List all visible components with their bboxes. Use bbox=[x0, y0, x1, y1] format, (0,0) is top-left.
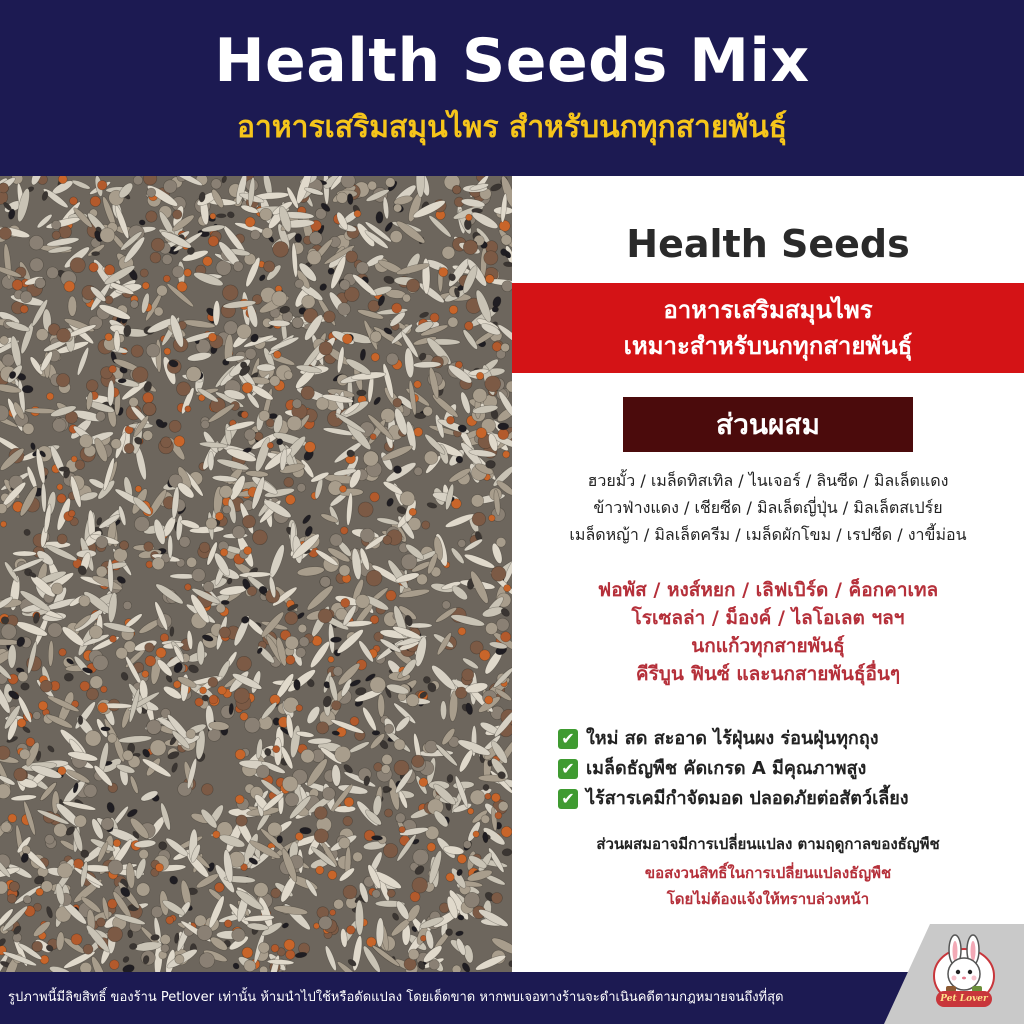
ingredients-list bbox=[512, 467, 1024, 548]
product-name: Health Seeds bbox=[626, 222, 910, 266]
ingredients-line: ข้าวฟ่างแดง / เชียซีด / มิลเล็ตญี่ปุ่น / มิลเล็ตสเปร์ย bbox=[593, 498, 943, 517]
rights-line: โดยไม่ต้องแจ้งให้ทราบล่วงหน้า bbox=[666, 890, 870, 908]
herbal-supplement-band bbox=[512, 283, 1024, 373]
feature-item bbox=[558, 784, 1024, 814]
rights-line: ขอสงวนสิทธิ์ในการเปลี่ยนแปลงธัญพืช bbox=[644, 864, 892, 882]
ingredients-line: ฮวยมั้ว / เมล็ดทิสเทิล / ไนเจอร์ / ลินซีด / มิลเล็ตแดง bbox=[587, 471, 949, 490]
feature-text: ใหม่ สด สะอาด ไร้ฝุ่นผง ร่อนฝุ่นทุกถุง bbox=[586, 728, 879, 749]
ingredients-heading: ส่วนผสม bbox=[623, 397, 913, 452]
suitable-birds-list bbox=[512, 576, 1024, 688]
seed-mix-photo bbox=[0, 176, 512, 972]
band-line: อาหารเสริมสมุนไพร bbox=[663, 296, 873, 324]
suitable-line: โรเซลล่า / ม็องค์ / ไลโอเลต ฯลฯ bbox=[631, 607, 905, 629]
page-title: Health Seeds Mix bbox=[214, 26, 810, 96]
copyright-notice: รูปภาพนี้มีลิขสิทธิ์ ของร้าน Petlover เท่านั้น ห้ามนำไปใช้หรือดัดแปลง โดยเด็ดขาด หากพบเจอทางร้านจะดำเนินคดีตามกฎหมายจนถึงที่สุด bbox=[8, 990, 784, 1005]
brand-logo-text: Pet Lover bbox=[936, 991, 992, 1007]
seed-texture-image bbox=[0, 176, 512, 972]
check-mark-icon: ✔ bbox=[558, 789, 578, 809]
feature-item bbox=[558, 724, 1024, 754]
footer-bar bbox=[0, 972, 1024, 1024]
suitable-line: ฟอพัส / หงส์หยก / เลิฟเบิร์ด / ค็อกคาเทล bbox=[597, 579, 939, 601]
info-panel bbox=[512, 176, 1024, 972]
suitable-line: นกแก้วทุกสายพันธุ์ bbox=[691, 635, 845, 657]
band-line: เหมาะสำหรับนกทุกสายพันธุ์ bbox=[623, 332, 913, 360]
rights-notice bbox=[512, 860, 1024, 912]
suitable-line: คีรีบูน ฟินซ์ และนกสายพันธุ์อื่นๆ bbox=[635, 663, 901, 685]
page-subtitle: อาหารเสริมสมุนไพร สำหรับนกทุกสายพันธุ์ bbox=[236, 110, 788, 145]
header-banner bbox=[0, 0, 1024, 176]
seasonal-note: ส่วนผสมอาจมีการเปลี่ยนแปลง ตามฤดูกาลของธัญพืช bbox=[596, 835, 940, 853]
features-list bbox=[558, 724, 1024, 814]
check-mark-icon: ✔ bbox=[558, 729, 578, 749]
ingredients-line: เมล็ดหญ้า / มิลเล็ตครีม / เมล็ดผักโขม / เรปซีด / งาขี้ม่อน bbox=[569, 525, 967, 544]
feature-item bbox=[558, 754, 1024, 784]
check-mark-icon: ✔ bbox=[558, 759, 578, 779]
feature-text: เมล็ดธัญพืช คัดเกรด A มีคุณภาพสูง bbox=[586, 758, 867, 779]
feature-text: ไร้สารเคมีกำจัดมอด ปลอดภัยต่อสัตว์เลี้ยง bbox=[586, 788, 909, 809]
